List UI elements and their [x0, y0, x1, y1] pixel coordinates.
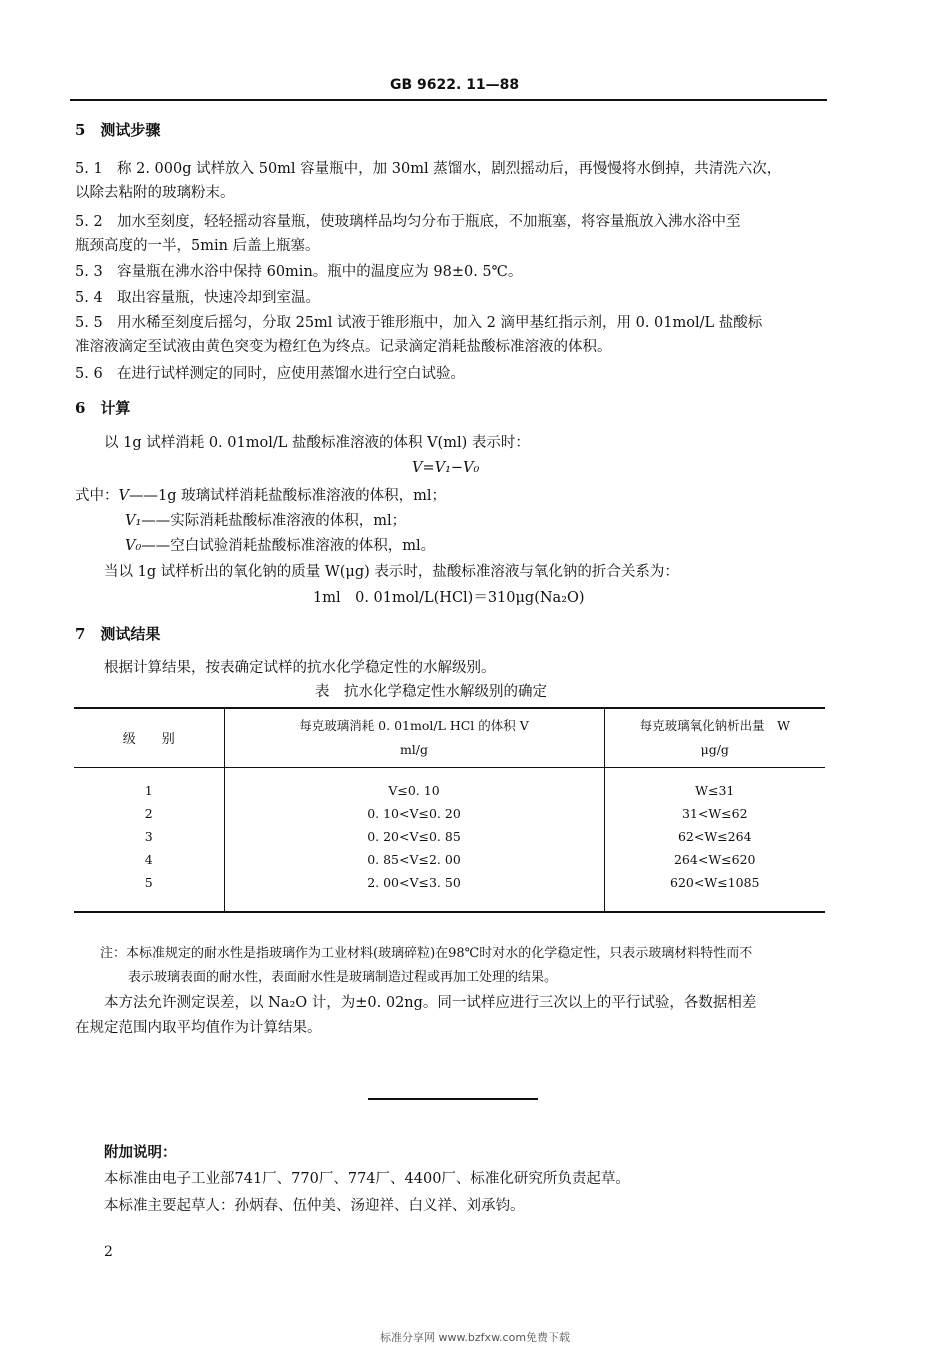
grade-cell: 1 — [74, 779, 224, 802]
note-line-2: 表示玻璃表面的耐水性，表面耐水性是玻璃制造过程或再加工处理的结果。 — [128, 970, 558, 985]
table-caption: 表 抗水化学稳定性水解级别的确定 — [315, 684, 547, 700]
calc-intro: 以 1g 试样消耗 0. 01mol/L 盐酸标准溶液的体积 V(ml) 表示时： — [104, 435, 530, 451]
section-6-title: 6 计算 — [75, 399, 131, 417]
symbol-v-line — [75, 484, 446, 508]
grade-cell: 2 — [74, 802, 224, 825]
symbol-v: V — [118, 488, 129, 504]
separator-rule — [368, 1098, 538, 1100]
col-volume-header — [224, 708, 604, 767]
item-text: 称 2. 000g 试样放入 50ml 容量瓶中，加 30ml 蒸馏水，剧烈摇动后，再慢慢将水倒掉，共清洗六次， — [117, 161, 782, 177]
item-5-1 — [75, 157, 781, 181]
item-text: 加水至刻度，轻轻摇动容量瓶，使玻璃样品均匀分布于瓶底，不加瓶塞，将容量瓶放入沸水浴中至 — [117, 214, 741, 230]
table-header-row — [74, 708, 825, 767]
conversion-formula: 1ml 0. 01mol/L(HCl)＝310μg(Na₂O) — [313, 590, 585, 606]
grade-cell: 3 — [74, 825, 224, 848]
section-5-title: 5 测试步骤 — [75, 121, 161, 139]
col-sodium-header — [604, 708, 825, 767]
symbol-v-def: ——1g 玻璃试样消耗盐酸标准溶液的体积，ml； — [128, 488, 446, 504]
standard-id: GB 9622. 11—88 — [390, 77, 520, 93]
table-row — [74, 825, 825, 848]
item-text: 在进行试样测定的同时，应使用蒸馏水进行空白试验。 — [117, 366, 465, 382]
item-number: 5. 6 — [75, 366, 103, 382]
item-number: 5. 1 — [75, 161, 103, 177]
item-5-6 — [75, 362, 465, 386]
volume-cell: 0. 10<V≤0. 20 — [224, 802, 604, 825]
symbol-v0-line — [125, 534, 435, 558]
where-label: 式中： — [75, 488, 119, 504]
col-grade-header: 级 别 — [74, 708, 224, 767]
table-row — [74, 848, 825, 871]
formula-v: V=V₁−V₀ — [412, 460, 480, 476]
item-5-4 — [75, 286, 320, 310]
item-number: 5. 3 — [75, 264, 103, 280]
grade-cell: 4 — [74, 848, 224, 871]
symbol-v1-def: ——实际消耗盐酸标准溶液的体积，ml； — [141, 513, 407, 529]
tolerance-line-1: 本方法允许测定误差，以 Na₂O 计，为±0. 02ng。同一试样应进行三次以上的平行试验，各数据相差 — [104, 995, 757, 1011]
item-number: 5. 5 — [75, 315, 103, 331]
volume-cell: V≤0. 10 — [224, 779, 604, 802]
sodium-cell: 264<W≤620 — [673, 852, 756, 867]
sodium-cell: 62<W≤264 — [677, 829, 752, 844]
volume-cell: 2. 00<V≤3. 50 — [224, 871, 604, 894]
page-number: 2 — [104, 1244, 113, 1260]
symbol-v0: V₀ — [125, 538, 142, 554]
tolerance-line-2: 在规定范围内取平均值作为计算结果。 — [75, 1020, 322, 1036]
col-sodium-title: 每克玻璃氧化钠析出量 W — [639, 717, 790, 733]
item-5-2 — [75, 210, 741, 234]
table-row — [74, 802, 825, 825]
conversion-intro: 当以 1g 试样析出的氧化钠的质量 W(μg) 表示时，盐酸标准溶液与氧化钠的折合关系为： — [104, 564, 679, 580]
appendix-title: 附加说明： — [104, 1144, 177, 1161]
volume-cell: 0. 85<V≤2. 00 — [224, 848, 604, 871]
symbol-v1: V₁ — [125, 513, 142, 529]
symbol-v1-line — [125, 509, 406, 533]
item-5-1-cont: 以除去粘附的玻璃粉末。 — [75, 185, 235, 201]
item-number: 5. 2 — [75, 214, 103, 230]
symbol-v0-def: ——空白试验消耗盐酸标准溶液的体积，ml。 — [141, 538, 436, 554]
footer-watermark: 标准分享网 www.bzfxw.com免费下载 — [379, 1331, 571, 1344]
col-sodium-unit: μg/g — [700, 741, 729, 757]
item-text: 用水稀至刻度后摇匀，分取 25ml 试液于锥形瓶中，加入 2 滴甲基红指示剂，用 0. 01mol/L 盐酸标 — [117, 315, 763, 331]
table-row — [74, 779, 825, 802]
item-text: 取出容量瓶，快速冷却到室温。 — [117, 290, 320, 306]
grade-cell: 5 — [74, 871, 224, 894]
item-5-5 — [75, 311, 762, 335]
note-line-1: 注：本标准规定的耐水性是指玻璃作为工业材料(玻璃碎粒)在98℃时对水的化学稳定性，只表示玻璃材料特性而不 — [100, 946, 753, 961]
header-rule — [70, 99, 827, 101]
sodium-cell: 31<W≤62 — [681, 806, 748, 821]
item-5-2-cont: 瓶颈高度的一半，5min 后盖上瓶塞。 — [75, 238, 320, 254]
hydrolytic-class-table — [74, 707, 825, 913]
volume-cell: 0. 20<V≤0. 85 — [224, 825, 604, 848]
table-row — [74, 871, 825, 894]
col-volume-unit: ml/g — [399, 741, 429, 757]
item-5-3 — [75, 260, 522, 284]
item-text: 容量瓶在沸水浴中保持 60min。瓶中的温度应为 98±0. 5℃。 — [117, 264, 523, 280]
appendix-line-1: 本标准由电子工业部741厂、770厂、774厂、4400厂、标准化研究所负责起草。 — [104, 1171, 630, 1187]
sodium-cell: 620<W≤1085 — [670, 875, 760, 890]
section-7-title: 7 测试结果 — [75, 625, 161, 643]
item-number: 5. 4 — [75, 290, 103, 306]
appendix-line-2: 本标准主要起草人：孙炳春、伍仲美、汤迎祥、白义祥、刘承钧。 — [104, 1198, 525, 1214]
sodium-cell: W≤31 — [695, 783, 735, 798]
col-volume-title: 每克玻璃消耗 0. 01mol/L HCl 的体积 V — [299, 717, 529, 733]
result-intro: 根据计算结果，按表确定试样的抗水化学稳定性的水解级别。 — [104, 660, 496, 676]
item-5-5-cont: 准溶液滴定至试液由黄色突变为橙红色为终点。记录滴定消耗盐酸标准溶液的体积。 — [75, 339, 612, 355]
